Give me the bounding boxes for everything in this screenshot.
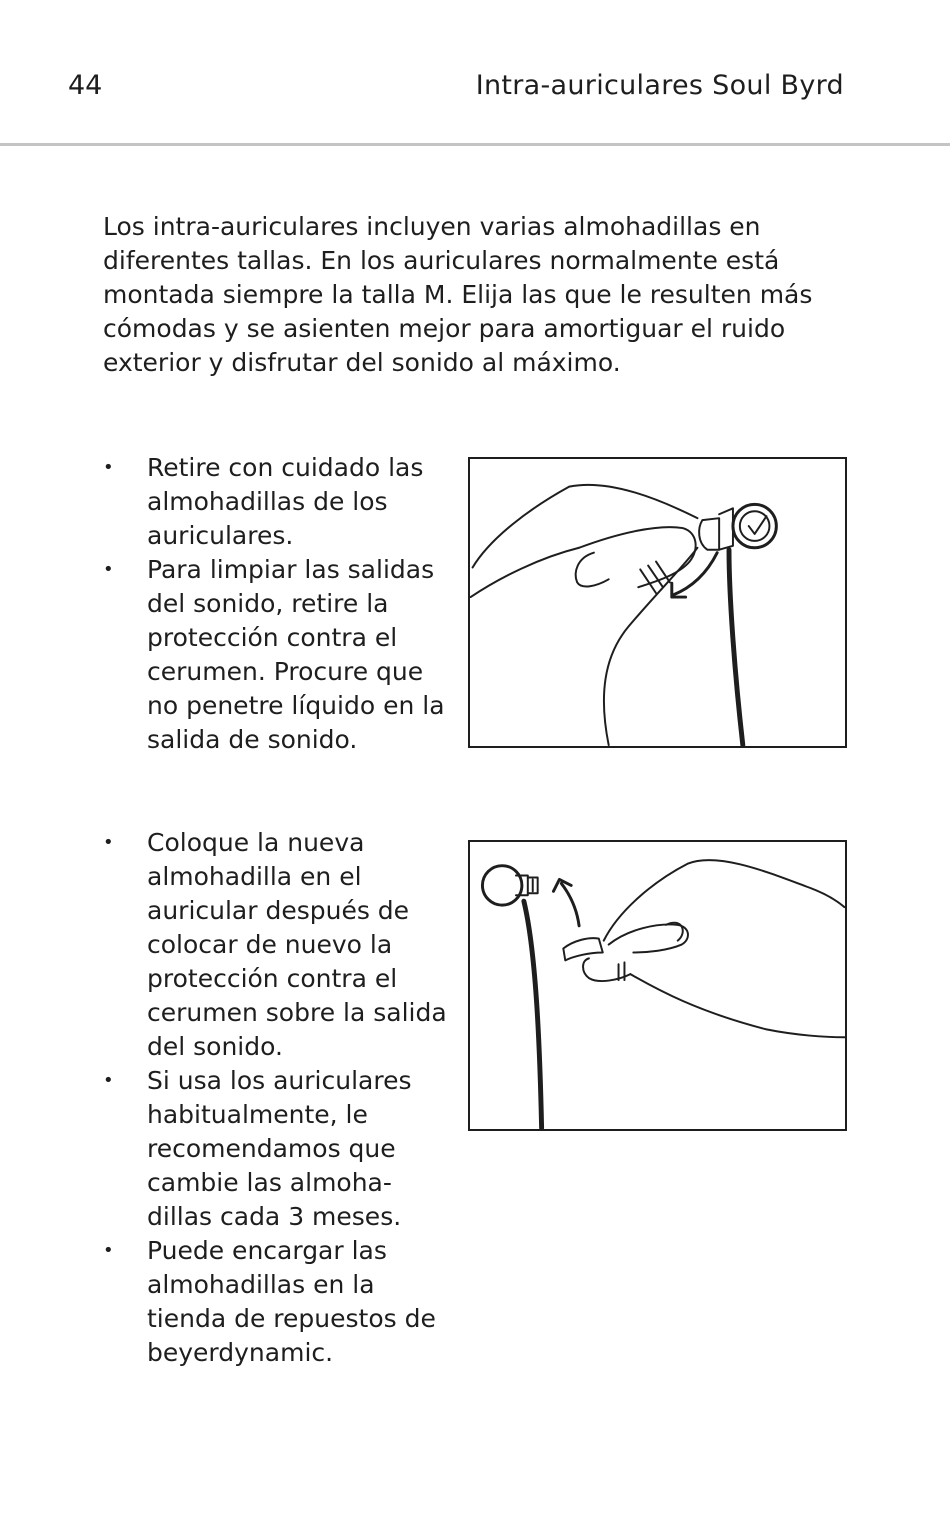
list-item: • Para limpiar las salidas del sonido, retire la protección contra el cerumen. Procure que no penetre líquido en la salida de sonido. <box>103 553 453 757</box>
steps-list-attach <box>103 826 453 1370</box>
list-item: • Coloque la nueva almohadilla en el auricular después de colocar de nuevo la protección contra el cerumen sobre la salida del sonido. <box>103 826 453 1064</box>
page-header <box>0 0 950 146</box>
remove-eartip-illustration <box>468 457 847 748</box>
intro-paragraph: Los intra-auriculares incluyen varias almohadillas en diferentes tallas. En los auriculares normalmente está montada siempre la talla M. Elija las que le resulten más cómodas y se asienten mejor para amortiguar el ruido exterior y disfrutar del sonido al máximo. <box>103 212 813 377</box>
running-title: Intra-auriculares Soul Byrd <box>475 70 844 101</box>
list-item: • Si usa los auriculares habitualmente, le recomendamos que cambie las almoha-dillas cada 3 meses. <box>103 1064 453 1234</box>
list-item: • Retire con cuidado las almohadillas de los auriculares. <box>103 451 453 553</box>
steps-list-remove <box>103 451 453 757</box>
list-item: • Puede encargar las almohadillas en la tienda de repuestos de beyerdynamic. <box>103 1234 453 1370</box>
attach-eartip-illustration <box>468 840 847 1131</box>
page-number: 44 <box>68 70 103 101</box>
